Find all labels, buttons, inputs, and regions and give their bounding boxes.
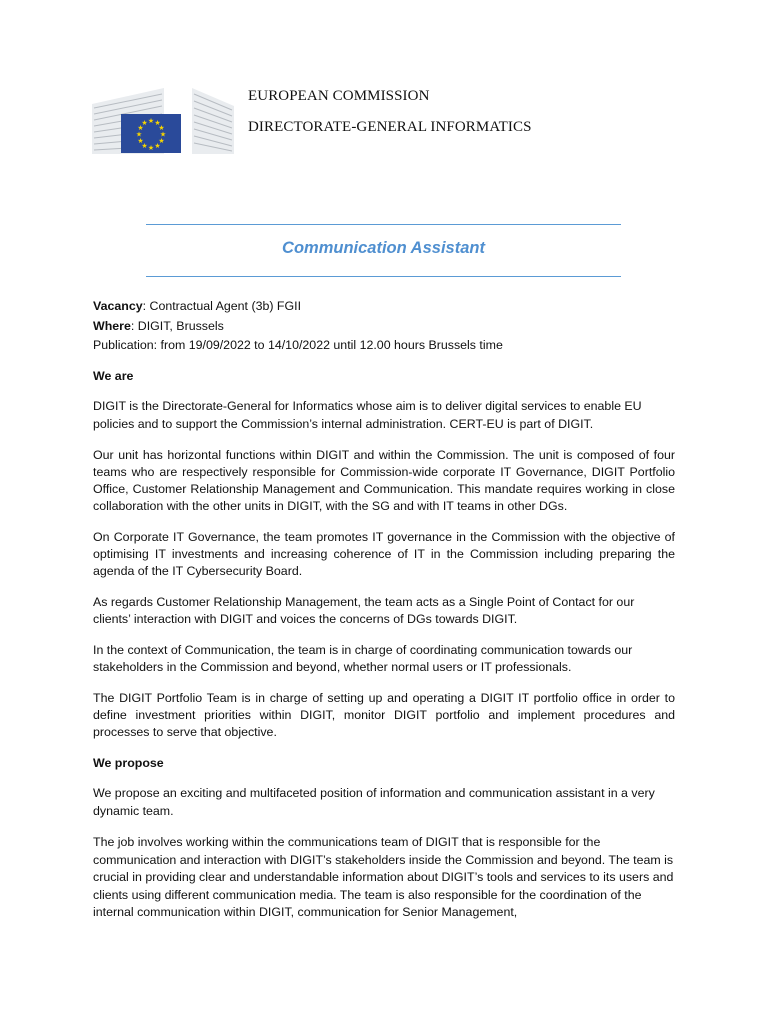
title-rule-bottom [146,276,621,277]
svg-text:★: ★ [135,130,143,139]
paragraph: The DIGIT Portfolio Team is in charge of setting up and operating a DIGIT IT portfolio office in order to define investment priorities within DIGIT, monitor DIGIT portfolio and implement procedures and processes to serve that objective. [93,691,675,739]
paragraph: As regards Customer Relationship Management, the team acts as a Single Point of Contact for our clients’ interaction with DIGIT and voices the concerns of DGs towards DIGIT. [93,595,635,626]
svg-text:★: ★ [147,117,155,125]
vacancy-details [93,298,675,354]
svg-text:★: ★ [147,144,155,152]
svg-text:★: ★ [158,137,165,145]
document-body [93,298,675,936]
svg-text:★: ★ [137,124,144,132]
directorate-name: DIRECTORATE-GENERAL INFORMATICS [248,119,532,135]
publication-line: Publication: from 19/09/2022 to 14/10/2022 until 12.00 hours Brussels time [93,338,503,352]
svg-text:★: ★ [159,130,167,139]
svg-text:★: ★ [154,119,161,127]
vacancy-value: : Contractual Agent (3b) FGII [142,299,302,313]
paragraph: In the context of Communication, the team is in charge of coordinating communication towards our stakeholders in the Commission and beyond, whether normal users or IT professionals. [93,643,633,674]
paragraph: Our unit has horizontal functions within DIGIT and within the Commission. The unit is composed of four teams who are respectively responsible for Commission-wide corporate IT Governance, DIGIT Portfolio Office, Customer Relationship Management and Communication. This mandate requires working in close collaboration with the other units in DIGIT, with the SG and with IT teams in other DGs. [93,448,675,513]
svg-text:★: ★ [137,137,144,145]
paragraph: The job involves working within the communications team of DIGIT that is responsible for the communication and interaction with DIGIT’s stakeholders inside the Commission and beyond. The team is crucial in providing clear and understandable information about DIGIT’s tools and services to its users and clients using different communication media. The team is also responsible for the coordination of the internal communication within DIGIT, communication for Senior Management, [93,835,674,919]
we-propose-heading: We propose [93,756,164,770]
where-label: Where [93,318,131,333]
svg-text:★: ★ [158,124,165,132]
svg-text:★: ★ [154,142,161,150]
title-rule-top [146,224,621,225]
org-name: EUROPEAN COMMISSION [248,88,430,104]
paragraph: On Corporate IT Governance, the team promotes IT governance in the Commission with the objective of optimising IT investments and increasing coherence of IT in the Commission including preparing the agenda of the IT Cybersecurity Board. [93,530,675,578]
svg-text:★: ★ [141,142,148,150]
page-title: Communication Assistant [282,239,485,257]
where-value: : DIGIT, Brussels [130,318,224,333]
we-are-heading: We are [93,369,134,383]
where-line [93,318,675,335]
paragraph: We propose an exciting and multifaceted position of information and communication assistant in a very dynamic team. [93,786,655,818]
vacancy-label: Vacancy [93,299,143,313]
paragraph: DIGIT is the Directorate-General for Informatics whose aim is to deliver digital services to enable EU policies and to support the Commission’s internal administration. CERT-EU is part of DIGIT. [93,399,642,431]
european-commission-logo-icon [92,84,234,156]
european-commission-logo [92,84,234,156]
svg-text:★: ★ [141,119,148,127]
vacancy-line [93,298,675,315]
